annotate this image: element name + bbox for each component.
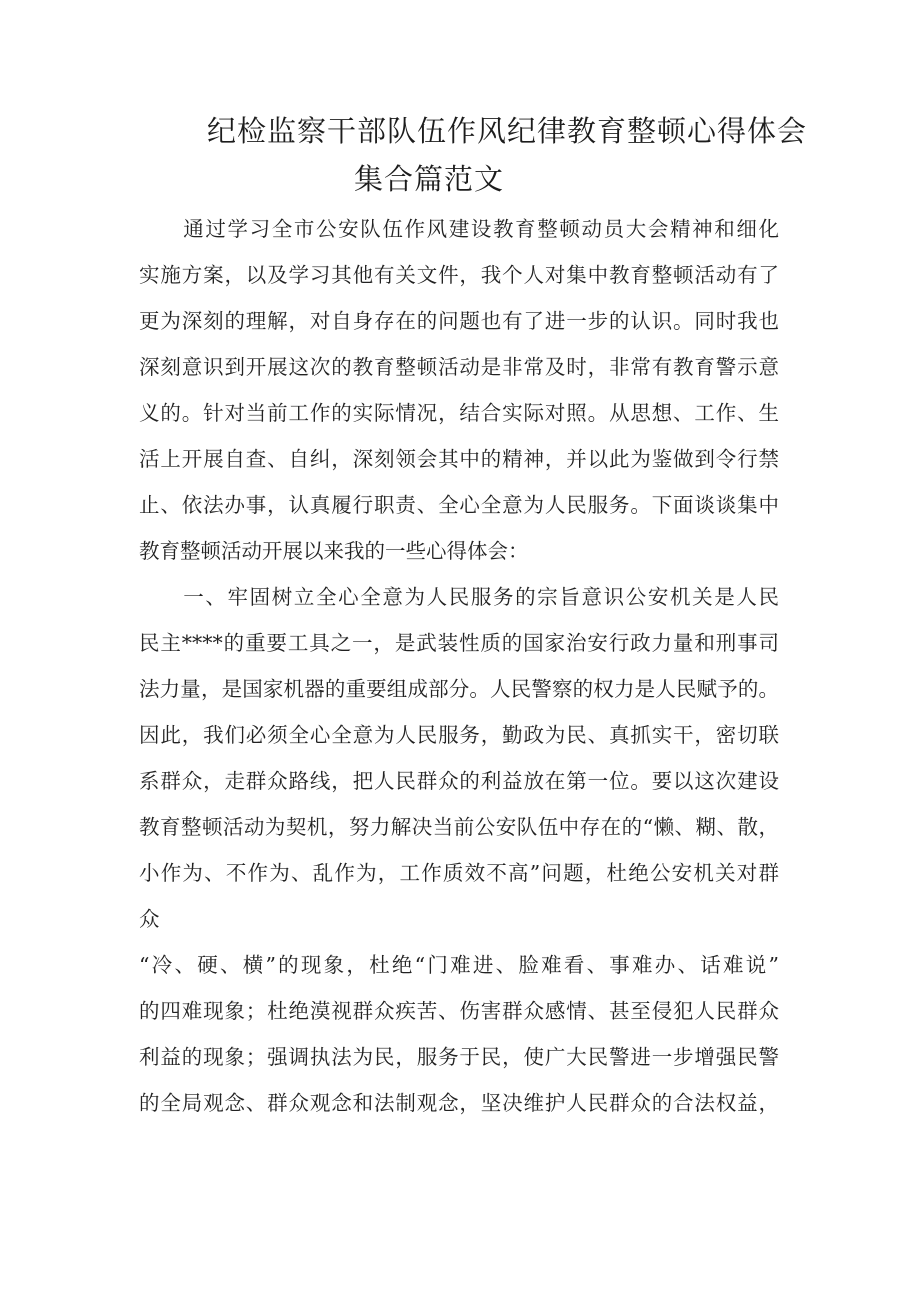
paragraph-1-line-8: 教育整顿活动开展以来我的一些心得体会： (139, 539, 529, 563)
paragraph-2-line-7: 小作为、不作为、乱作为，工作质效不高”问题，杜绝公安机关对群 (139, 861, 779, 885)
paragraph-2-line-1: 一、牢固树立全心全意为人民服务的宗旨意识公安机关是人民 (139, 585, 779, 609)
paragraph-1-line-1: 通过学习全市公安队伍作风建设教育整顿动员大会精神和细化 (139, 217, 779, 241)
paragraph-2-line-8: 众 (139, 907, 160, 931)
paragraph-2-line-4: 因此，我们必须全心全意为人民服务，勤政为民、真抓实干，密切联 (139, 723, 779, 747)
paragraph-1-line-3: 更为深刻的理解，对自身存在的问题也有了进一步的认识。同时我也 (139, 309, 779, 333)
paragraph-2-line-3: 法力量，是国家机器的重要组成部分。人民警察的权力是人民赋予的。 (139, 677, 779, 701)
paragraph-3-line-2: 的四难现象；杜绝漠视群众疾苦、伤害群众感情、甚至侵犯人民群众 (139, 999, 779, 1023)
paragraph-2-line-6: 教育整顿活动为契机，努力解决当前公安队伍中存在的“懒、糊、散， (139, 815, 779, 839)
paragraph-3-line-1: “冷、硬、横”的现象，杜绝“门难进、脸难看、事难办、话难说” (139, 953, 779, 977)
paragraph-3-line-4: 的全局观念、群众观念和法制观念，坚决维护人民群众的合法权益， (139, 1091, 779, 1115)
document-title-line-1: 纪检监察干部队伍作风纪律教育整顿心得体会 (207, 114, 808, 148)
paragraph-1-line-5: 义的。针对当前工作的实际情况，结合实际对照。从思想、工作、生 (139, 401, 779, 425)
paragraph-1-line-7: 止、依法办事，认真履行职责、全心全意为人民服务。下面谈谈集中 (139, 493, 779, 517)
paragraph-2-line-2: 民主****的重要工具之一，是武装性质的国家治安行政力量和刑事司 (139, 631, 779, 655)
paragraph-1-line-4: 深刻意识到开展这次的教育整顿活动是非常及时，非常有教育警示意 (139, 355, 779, 379)
paragraph-3-line-3: 利益的现象；强调执法为民，服务于民，使广大民警进一步增强民警 (139, 1045, 779, 1069)
paragraph-1-line-2: 实施方案，以及学习其他有关文件，我个人对集中教育整顿活动有了 (139, 263, 779, 287)
paragraph-2-line-5: 系群众，走群众路线，把人民群众的利益放在第一位。要以这次建设 (139, 769, 779, 793)
document-body (139, 206, 779, 1126)
paragraph-1-line-6: 活上开展自查、自纠，深刻领会其中的精神，并以此为鉴做到令行禁 (139, 447, 779, 471)
document-title-line-2: 集合篇范文 (354, 162, 505, 196)
